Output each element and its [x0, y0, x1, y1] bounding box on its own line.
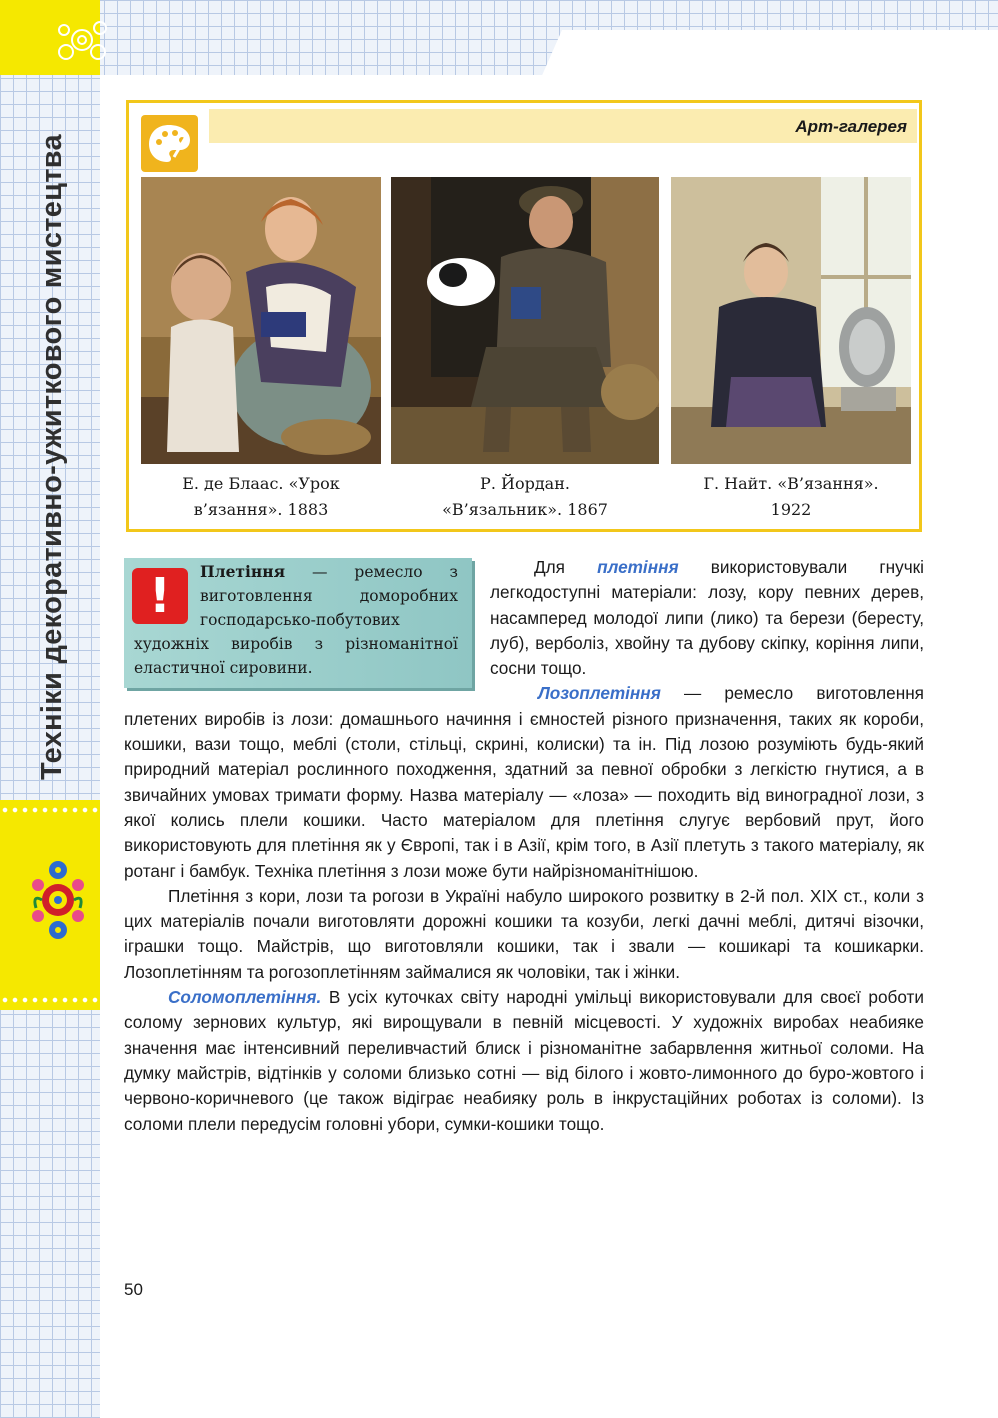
painting-knitting-window: [671, 177, 911, 464]
gallery-header: [209, 109, 917, 143]
top-yellow-band: [0, 0, 100, 75]
caption-line: 1922: [770, 500, 812, 519]
section-vertical-title: Техніки декоративно-ужиткового мистецтва: [36, 134, 68, 780]
caption-line: в’язання». 1883: [193, 500, 329, 519]
term-highlight: Соломоплетіння.: [168, 987, 322, 1008]
painting-caption: [671, 471, 911, 523]
dot-border: [0, 806, 100, 814]
page-number: 50: [124, 1280, 143, 1299]
term-highlight: Лозоплетіння: [538, 683, 661, 704]
embroidery-ornament-icon: [28, 850, 88, 950]
paragraph: Для плетіння використовували гнучкі легкодоступні матеріали: лозу, кору певних дерев, насамперед молодої липи (лико) та берези (бересту, луб), верболіз, хвойну та дубову скіпку, коріння липи, сосни тощо.: [490, 557, 924, 679]
definition-body: — ремесло з виготовлення доморобних господарсько-побутових художніх виробів з різноманітної еластичної сировини.: [134, 563, 458, 677]
main-text: [124, 555, 924, 1137]
caption-line: Г. Найт. «В’язання».: [703, 474, 879, 493]
term-highlight: плетіння: [597, 557, 679, 577]
paragraph: Соломоплетіння. В усіх куточках світу народні умільці використовували для своєї роботи солому зернових культур, які вирощували в певній місцевості. У художніх виробах неабияке значення має інтенсивний переливчастий блиск і різноманітне забарвлення житньої соломи. На думку майстрів, відтінків у соломи близько сотні — від білого і жовто-лимонного до буро-жовтого і червоно-коричневого (це також відіграє неабияку роль в інкрустаційних роботах із соломи). Із соломи плели передусім головні убори, сумки-кошики тощо.: [124, 987, 924, 1134]
gallery-title: Арт-галерея: [795, 117, 907, 136]
paragraph: Лозоплетіння — ремесло виготовлення плетених виробів із лози: домашнього начиння і ємностей різного призначення, таких як короби, кошики, вази тощо, меблі (столи, стільці, скрині, колиски) та ін. Під лозою розуміють будь-який природний матеріал рослинного походження, здатний за певної обробки з легкістю гнутися, а в звичайних умовах тримати форму. Назва матеріалу — «лоза» — походить від виноградної лози, з якої колись плели кошики. Часто матеріалом для плетіння слугує вербовий прут, його використовують для плетіння як у Європі, так і в Азії, крім того, в Азії плетуть з такого матеріалу, як ротанг і бамбук. Техніка плетіння з лози може бути найрізноманітнішою.: [124, 683, 924, 881]
painting-knitting-lesson: [141, 177, 381, 464]
page-corner: [540, 30, 998, 80]
painting-caption: [391, 471, 659, 523]
definition-term: Плетіння: [200, 562, 286, 581]
flower-ornament-icon: [52, 18, 112, 68]
palette-icon: [141, 115, 198, 172]
paragraph: Плетіння з кори, лози та рогози в Україні набуло широкого розвитку в 2-й пол. XIX ст., коли з цих матеріалів почали виготовляти дорожні кошики та козуби, легкі дачні меблі, дитячі візочки, іграшки тощо. Майстрів, що виготовляли кошики, так і звали — кошикарі та кошикарки. Лозоплетінням та рогозоплетінням займалися як чоловіки, так і жінки.: [124, 885, 924, 982]
painting-knitter: [391, 177, 659, 464]
caption-line: Р. Йордан.: [480, 474, 570, 493]
exclamation-icon: !: [132, 568, 188, 624]
painting-caption: [141, 471, 381, 523]
art-gallery: [126, 100, 922, 532]
caption-line: «В’язальник». 1867: [442, 500, 608, 519]
caption-line: Е. де Блаас. «Урок: [182, 474, 340, 493]
dot-border: [0, 996, 100, 1004]
